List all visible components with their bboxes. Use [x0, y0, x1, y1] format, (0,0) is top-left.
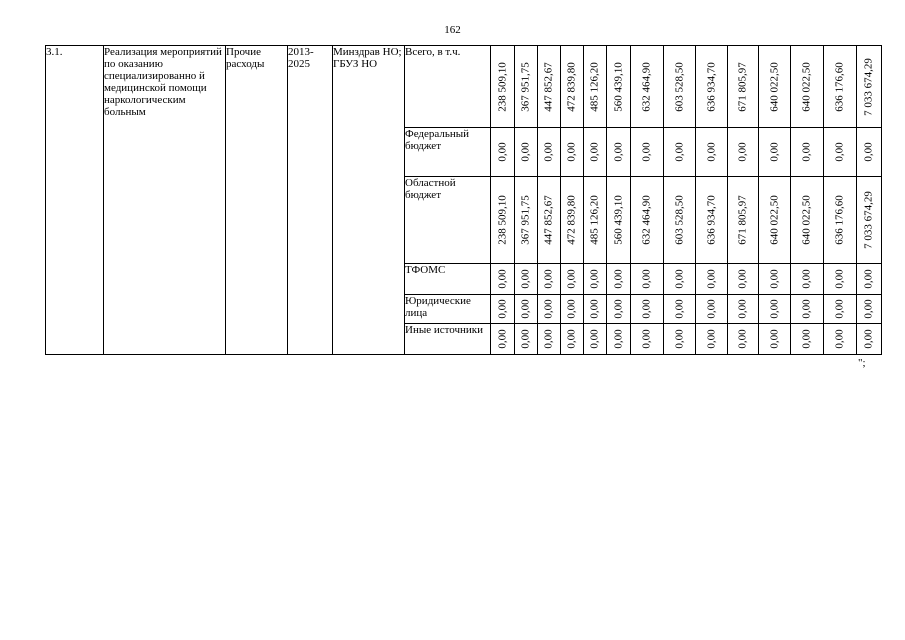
budget-table	[45, 45, 882, 355]
amount-value: 7 033 674,29	[862, 191, 875, 249]
measure-title: Реализация мероприятий по оказанию специализированно й медицинской помощи наркологическим больным	[104, 46, 226, 355]
amount-cell	[759, 295, 791, 324]
amount-value: 0,00	[612, 269, 624, 289]
amount-cell	[824, 128, 857, 177]
amount-value: 367 951,75	[519, 195, 532, 245]
amount-cell	[664, 264, 696, 295]
amount-cell	[791, 46, 824, 128]
amount-value: 603 528,50	[673, 61, 685, 112]
amount-value: 0,00	[673, 329, 685, 349]
amount-value: 0,00	[800, 299, 813, 319]
amount-value: 0,00	[565, 299, 578, 319]
amount-cell	[561, 324, 584, 355]
amount-cell	[824, 264, 857, 295]
funding-row	[46, 46, 882, 128]
amount-value: 0,00	[736, 269, 749, 289]
amount-cell	[491, 128, 515, 177]
amount-value: 447 852,67	[542, 195, 555, 245]
amount-value: 632 464,90	[640, 61, 653, 112]
amount-value: 636 176,60	[833, 61, 846, 112]
amount-cell	[607, 177, 631, 264]
amount-cell	[824, 295, 857, 324]
amount-cell	[664, 128, 696, 177]
amount-cell	[584, 324, 607, 355]
amount-value: 0,00	[862, 142, 875, 162]
amount-cell	[728, 295, 759, 324]
amount-value: 0,00	[640, 142, 653, 162]
amount-value: 0,00	[768, 269, 780, 289]
amount-cell	[791, 295, 824, 324]
amount-cell	[791, 177, 824, 264]
amount-value: 0,00	[496, 329, 508, 349]
amount-cell	[728, 264, 759, 295]
amount-value: 0,00	[673, 299, 685, 319]
amount-value: 0,00	[800, 142, 813, 162]
amount-cell	[515, 177, 538, 264]
page-number: 162	[444, 24, 461, 36]
amount-cell	[857, 295, 882, 324]
amount-cell	[561, 46, 584, 128]
amount-cell	[631, 128, 664, 177]
amount-value: 0,00	[542, 142, 555, 162]
amount-cell	[664, 177, 696, 264]
amount-cell	[491, 324, 515, 355]
amount-value: 0,00	[519, 142, 532, 162]
amount-value: 640 022,50	[800, 61, 813, 112]
amount-cell	[584, 295, 607, 324]
amount-value: 0,00	[640, 269, 653, 289]
amount-cell	[857, 324, 882, 355]
amount-cell	[857, 177, 882, 264]
amount-cell	[696, 177, 728, 264]
amount-cell	[728, 177, 759, 264]
amount-value: 0,00	[705, 299, 717, 319]
amount-cell	[824, 177, 857, 264]
amount-cell	[584, 46, 607, 128]
amount-cell	[515, 46, 538, 128]
amount-cell	[538, 264, 561, 295]
amount-value: 0,00	[862, 329, 875, 349]
row-number: 3.1.	[46, 46, 104, 355]
amount-cell	[759, 264, 791, 295]
amount-value: 0,00	[705, 269, 717, 289]
amount-cell	[561, 264, 584, 295]
amount-value: 0,00	[496, 299, 508, 319]
amount-value: 0,00	[496, 269, 508, 289]
amount-value: 0,00	[833, 269, 846, 289]
amount-value: 0,00	[833, 299, 846, 319]
amount-cell	[696, 128, 728, 177]
amount-cell	[759, 128, 791, 177]
amount-value: 0,00	[768, 299, 780, 319]
amount-cell	[607, 295, 631, 324]
amount-value: 0,00	[612, 142, 624, 162]
amount-value: 0,00	[588, 329, 601, 349]
amount-value: 0,00	[588, 269, 601, 289]
funding-source: Всего, в т.ч.	[405, 46, 491, 128]
expense-type: Прочие расходы	[226, 46, 288, 355]
amount-value: 0,00	[833, 329, 846, 349]
amount-cell	[491, 46, 515, 128]
amount-value: 0,00	[565, 142, 578, 162]
amount-value: 0,00	[542, 329, 555, 349]
amount-value: 238 509,10	[496, 61, 508, 112]
period: 2013-2025	[288, 46, 333, 355]
amount-value: 472 839,80	[565, 195, 578, 245]
amount-cell	[561, 177, 584, 264]
amount-value: 485 126,20	[588, 61, 601, 112]
amount-cell	[607, 46, 631, 128]
amount-value: 560 439,10	[612, 195, 624, 245]
amount-value: 0,00	[542, 269, 555, 289]
amount-cell	[759, 177, 791, 264]
amount-value: 0,00	[736, 299, 749, 319]
amount-value: 0,00	[612, 299, 624, 319]
amount-value: 485 126,20	[588, 195, 601, 245]
amount-value: 636 176,60	[833, 195, 846, 245]
amount-cell	[728, 128, 759, 177]
amount-value: 0,00	[705, 142, 717, 162]
amount-cell	[791, 128, 824, 177]
amount-value: 0,00	[588, 299, 601, 319]
amount-value: 640 022,50	[800, 195, 813, 245]
amount-cell	[824, 324, 857, 355]
amount-cell	[538, 295, 561, 324]
amount-cell	[696, 295, 728, 324]
amount-cell	[538, 128, 561, 177]
amount-value: 632 464,90	[640, 195, 653, 245]
amount-value: 0,00	[862, 299, 875, 319]
funding-source: Юридические лица	[405, 295, 491, 324]
amount-cell	[696, 264, 728, 295]
amount-cell	[607, 264, 631, 295]
amount-cell	[561, 128, 584, 177]
amount-value: 0,00	[519, 299, 532, 319]
amount-value: 0,00	[640, 299, 653, 319]
amount-value: 238 509,10	[496, 195, 508, 245]
amount-value: 640 022,50	[768, 61, 780, 112]
amount-cell	[538, 46, 561, 128]
amount-cell	[515, 264, 538, 295]
amount-cell	[491, 264, 515, 295]
amount-cell	[584, 177, 607, 264]
amount-value: 0,00	[565, 269, 578, 289]
amount-value: 560 439,10	[612, 61, 624, 112]
amount-cell	[728, 46, 759, 128]
amount-value: 0,00	[588, 142, 601, 162]
amount-cell	[791, 264, 824, 295]
amount-value: 671 805,97	[736, 195, 749, 245]
amount-cell	[631, 264, 664, 295]
amount-cell	[515, 128, 538, 177]
amount-value: 671 805,97	[736, 61, 749, 112]
amount-cell	[728, 324, 759, 355]
amount-value: 0,00	[519, 329, 532, 349]
amount-cell	[561, 295, 584, 324]
amount-cell	[759, 324, 791, 355]
amount-cell	[515, 295, 538, 324]
amount-value: 0,00	[736, 142, 749, 162]
amount-value: 0,00	[565, 329, 578, 349]
amount-value: 640 022,50	[768, 195, 780, 245]
amount-value: 0,00	[519, 269, 532, 289]
amount-cell	[491, 177, 515, 264]
amount-cell	[664, 324, 696, 355]
amount-cell	[607, 128, 631, 177]
amount-value: 0,00	[800, 329, 813, 349]
amount-cell	[857, 46, 882, 128]
amount-cell	[857, 128, 882, 177]
amount-value: 0,00	[768, 142, 780, 162]
amount-cell	[631, 46, 664, 128]
amount-value: 0,00	[673, 142, 685, 162]
amount-value: 447 852,67	[542, 61, 555, 112]
amount-value: 0,00	[542, 299, 555, 319]
executor: Минздрав НО; ГБУЗ НО	[333, 46, 405, 355]
amount-value: 0,00	[800, 269, 813, 289]
amount-value: 367 951,75	[519, 61, 532, 112]
amount-value: 603 528,50	[673, 195, 685, 245]
amount-value: 0,00	[705, 329, 717, 349]
amount-value: 0,00	[736, 329, 749, 349]
amount-value: 0,00	[673, 269, 685, 289]
amount-cell	[584, 128, 607, 177]
amount-cell	[824, 46, 857, 128]
amount-cell	[631, 324, 664, 355]
amount-cell	[584, 264, 607, 295]
amount-cell	[857, 264, 882, 295]
amount-cell	[696, 46, 728, 128]
amount-value: 636 934,70	[705, 195, 717, 245]
funding-source: Областной бюджет	[405, 177, 491, 264]
amount-value: 0,00	[640, 329, 653, 349]
funding-source: Иные источники	[405, 324, 491, 355]
amount-value: 0,00	[768, 329, 780, 349]
amount-cell	[538, 177, 561, 264]
amount-cell	[664, 295, 696, 324]
amount-cell	[631, 177, 664, 264]
amount-cell	[759, 46, 791, 128]
amount-cell	[491, 295, 515, 324]
amount-value: 0,00	[612, 329, 624, 349]
amount-value: 472 839,80	[565, 61, 578, 112]
amount-cell	[607, 324, 631, 355]
funding-source: Федеральный бюджет	[405, 128, 491, 177]
amount-cell	[631, 295, 664, 324]
amount-value: 0,00	[833, 142, 846, 162]
closing-quote: ";	[858, 357, 866, 369]
amount-cell	[538, 324, 561, 355]
amount-cell	[515, 324, 538, 355]
amount-cell	[696, 324, 728, 355]
amount-value: 0,00	[496, 142, 508, 162]
amount-value: 0,00	[862, 269, 875, 289]
amount-value: 7 033 674,29	[862, 57, 875, 116]
amount-cell	[791, 324, 824, 355]
amount-value: 636 934,70	[705, 61, 717, 112]
amount-cell	[664, 46, 696, 128]
funding-source: ТФОМС	[405, 264, 491, 295]
